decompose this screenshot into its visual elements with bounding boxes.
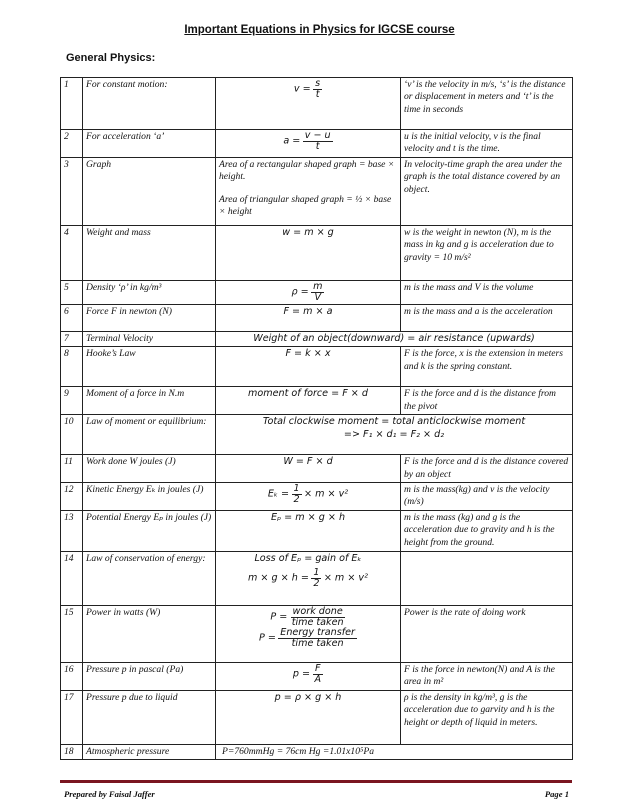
equation-cell: w = m × g <box>216 226 401 281</box>
energy-conservation-law: Loss of Eₚ = gain of Eₖ <box>254 552 362 564</box>
row-number: 16 <box>61 662 83 690</box>
numerator: work done <box>292 605 343 617</box>
description-cell: m is the mass and V is the volume <box>401 281 573 305</box>
equation-cell: P=760mmHg = 76cm Hg =1.01x10⁵Pa <box>216 744 573 759</box>
row-number: 13 <box>61 510 83 551</box>
table-row <box>61 415 573 455</box>
table-row <box>61 605 573 662</box>
equation-lhs: m × g × h = <box>248 572 309 584</box>
row-number: 18 <box>61 744 83 759</box>
row-number: 11 <box>61 455 83 483</box>
description-cell: m is the mass(kg) and v is the velocity (m/s) <box>401 483 573 511</box>
equation-cell <box>216 483 401 511</box>
table-row <box>61 332 573 347</box>
equation-cell <box>216 605 401 662</box>
row-number: 3 <box>61 158 83 226</box>
description-cell: F is the force and d is the distance covered by an object <box>401 455 573 483</box>
description-cell: F is the force in newton(N) and A is the area in m² <box>401 662 573 690</box>
quantity-name: Density ‘ρ’ in kg/m³ <box>83 281 216 305</box>
quantity-name: For constant motion: <box>83 78 216 130</box>
denominator: A <box>314 673 322 685</box>
quantity-name: For acceleration ‘a’ <box>83 130 216 158</box>
row-number: 15 <box>61 605 83 662</box>
fraction <box>278 628 357 649</box>
denominator: t <box>315 141 320 152</box>
equation-cell <box>216 78 401 130</box>
row-number: 9 <box>61 387 83 415</box>
quantity-name: Pressure p in pascal (Pa) <box>83 662 216 690</box>
equation-cell: moment of force = F × d <box>216 387 401 415</box>
quantity-name: Pressure p due to liquid <box>83 690 216 744</box>
quantity-name: Force F in newton (N) <box>83 305 216 332</box>
row-number: 17 <box>61 690 83 744</box>
numerator: 1 <box>293 483 300 495</box>
graph-triangle-area: Area of triangular shaped graph = ½ × base × height <box>219 193 392 218</box>
equation-cell <box>216 158 401 226</box>
equation-cell: W = F × d <box>216 455 401 483</box>
table-row <box>61 347 573 387</box>
row-number: 5 <box>61 281 83 305</box>
equation-lhs: P = <box>259 632 276 644</box>
fraction <box>292 484 302 505</box>
equations-table <box>60 77 573 760</box>
table-row <box>61 305 573 332</box>
row-number: 14 <box>61 551 83 605</box>
equation-rhs: × m × v² <box>304 488 349 500</box>
table-row <box>61 510 573 551</box>
quantity-name: Hooke’s Law <box>83 347 216 387</box>
table-row <box>61 483 573 511</box>
table-row <box>61 130 573 158</box>
quantity-name: Moment of a force in N.m <box>83 387 216 415</box>
numerator: 1 <box>313 567 320 579</box>
equation-cell: F = k × x <box>216 347 401 387</box>
fraction <box>311 282 324 303</box>
document-title: Important Equations in Physics for IGCSE course <box>184 24 455 36</box>
equation-cell <box>216 130 401 158</box>
footer-author: Prepared by Faisal Jaffer <box>64 789 155 799</box>
row-number: 8 <box>61 347 83 387</box>
equation-lhs: ρ = <box>291 286 309 298</box>
quantity-name: Work done W joules (J) <box>83 455 216 483</box>
row-number: 2 <box>61 130 83 158</box>
fraction <box>303 131 333 152</box>
description-cell: In velocity-time graph the area under the graph is the total distance covered by an object. <box>401 158 573 226</box>
row-number: 12 <box>61 483 83 511</box>
denominator: V <box>314 292 322 303</box>
description-cell: ‘v’ is the velocity in m/s, ‘s’ is the distance or displacement in meters and ‘t’ is the time in seconds <box>401 78 573 130</box>
equation-cell <box>216 415 573 455</box>
table-row <box>61 158 573 226</box>
quantity-name: Atmospheric pressure <box>83 744 216 759</box>
description-cell: u is the initial velocity, v is the final velocity and t is the time. <box>401 130 573 158</box>
denominator: 2 <box>293 494 300 506</box>
quantity-name: Law of moment or equilibrium: <box>83 415 216 455</box>
table-row <box>61 744 573 759</box>
equation-lhs: v = <box>293 83 311 95</box>
row-number: 7 <box>61 332 83 347</box>
equation-cell <box>216 281 401 305</box>
numerator: Energy transfer <box>280 626 355 638</box>
numerator: m <box>313 281 323 292</box>
equation-lhs: p = <box>292 668 311 680</box>
description-cell: Power is the rate of doing work <box>401 605 573 662</box>
section-heading: General Physics: <box>66 52 156 64</box>
description-cell: m is the mass (kg) and g is the acceleration due to gravity and h is the height from the ground. <box>401 510 573 551</box>
quantity-name: Kinetic Energy Eₖ in joules (J) <box>83 483 216 511</box>
equation-cell: p = ρ × g × h <box>216 690 401 744</box>
quantity-name: Terminal Velocity <box>83 332 216 347</box>
equation-lhs: P = <box>270 611 288 623</box>
numerator: v − u <box>304 130 331 141</box>
quantity-name: Power in watts (W) <box>83 605 216 662</box>
denominator: t <box>315 89 320 100</box>
graph-rectangle-area: Area of a rectangular shaped graph = base × height. <box>219 159 395 183</box>
equation-cell <box>216 662 401 690</box>
description-cell <box>401 551 573 605</box>
description-cell: m is the mass and a is the acceleration <box>401 305 573 332</box>
quantity-name: Law of conservation of energy: <box>83 551 216 605</box>
equation-rhs: × m × v² <box>323 572 368 584</box>
table-row <box>61 690 573 744</box>
fraction <box>290 607 346 628</box>
footer-divider <box>60 780 572 783</box>
quantity-name: Weight and mass <box>83 226 216 281</box>
table-row <box>61 281 573 305</box>
table-row <box>61 551 573 605</box>
denominator: time taken <box>291 616 344 628</box>
description-cell: ρ is the density in kg/m³, g is the acceleration due to garvity and h is the height or depth of liquid in meters. <box>401 690 573 744</box>
equation-lhs: a = <box>283 135 301 147</box>
denominator: 2 <box>313 578 320 590</box>
moment-formula: => F₁ × d₁ = F₂ × d₂ <box>343 428 445 440</box>
row-number: 10 <box>61 415 83 455</box>
table-row <box>61 226 573 281</box>
footer-page-number: Page 1 <box>544 789 569 799</box>
table-row <box>61 78 573 130</box>
denominator: time taken <box>291 637 344 649</box>
row-number: 4 <box>61 226 83 281</box>
fraction <box>313 79 322 100</box>
table-row <box>61 387 573 415</box>
description-cell: F is the force, x is the extension in meters and k is the spring constant. <box>401 347 573 387</box>
equation-cell: F = m × a <box>216 305 401 332</box>
quantity-name: Graph <box>83 158 216 226</box>
moment-law: Total clockwise moment = total anticlockwise moment <box>262 416 526 428</box>
fraction <box>313 664 324 685</box>
table-row <box>61 455 573 483</box>
equation-cell: Weight of an object(downward) = air resistance (upwards) <box>216 332 573 347</box>
quantity-name: Potential Energy Eₚ in joules (J) <box>83 510 216 551</box>
equation-cell: Eₚ = m × g × h <box>216 510 401 551</box>
numerator: F <box>315 662 321 674</box>
numerator: s <box>315 78 321 89</box>
equation-lhs: Eₖ = <box>267 488 290 500</box>
fraction <box>311 568 321 589</box>
table-row <box>61 662 573 690</box>
description-cell: F is the force and d is the distance from the pivot <box>401 387 573 415</box>
description-cell: w is the weight in newton (N), m is the mass in kg and g is acceleration due to gravity = 10 m/s² <box>401 226 573 281</box>
row-number: 6 <box>61 305 83 332</box>
row-number: 1 <box>61 78 83 130</box>
equation-cell <box>216 551 401 605</box>
